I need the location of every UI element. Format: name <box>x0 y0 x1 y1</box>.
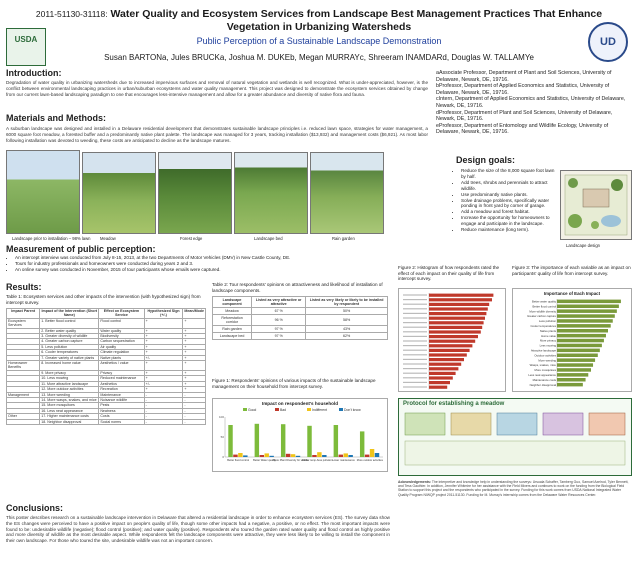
table-cell: - <box>183 392 206 397</box>
authors: Susan BARTONa, Jules BRUCKa, Joshua M. DUKEb, Megan MURRAYc, Shreeram INAMDARd, Douglas W. TALLAMYe <box>104 53 534 62</box>
table-cell: Maintenance <box>99 392 144 397</box>
bar <box>429 294 493 297</box>
chart-title: Impact on respondent's household <box>261 401 339 406</box>
goal-item: • Solve drainage problems, specifically water ponding in front yard by corner of garage. <box>461 198 556 210</box>
table-cell: Carbon sequestration <box>99 339 144 344</box>
table-cell: Management <box>7 392 40 397</box>
photo-landscape-bed <box>234 152 308 234</box>
category-label-placeholder <box>403 345 427 346</box>
photo-prior-installation <box>6 150 80 234</box>
table-cell: 97 % <box>252 333 306 340</box>
bar <box>312 455 316 457</box>
category-label: Home value <box>541 333 556 338</box>
bar <box>557 373 588 377</box>
table-cell: 50% <box>306 308 388 315</box>
table-cell: 13. More weeding <box>40 392 99 397</box>
table-cell: + <box>183 381 206 386</box>
category-label: More weeding <box>538 358 556 363</box>
caption-prior: Landscape prior to installation – 98% lawn <box>12 236 91 241</box>
design-goals-heading: Design goals: <box>456 155 516 165</box>
category-label: More wildlife diversity <box>529 309 556 314</box>
table2-grid <box>212 296 388 340</box>
bar <box>233 455 237 457</box>
goal-item: • Add trees, shrubs and perennials to attract wildlife. <box>461 180 556 192</box>
plan-drawing <box>561 171 631 239</box>
table-header-cell: Effect on Ecosystem Service <box>99 309 144 319</box>
category-label: Wasps, snakes, mice <box>529 363 556 368</box>
table-cell: 2. Better water quality <box>40 328 99 333</box>
category-label-placeholder <box>403 299 427 300</box>
goal-item: • Reduce maintenance (long term). <box>461 227 556 233</box>
table-cell: Flood control <box>99 318 144 328</box>
caption-landscape-bed: Landscape bed <box>254 236 283 241</box>
bar <box>296 456 300 457</box>
legend-swatch <box>243 408 247 411</box>
legend-swatch <box>339 408 343 411</box>
bar <box>429 326 482 329</box>
table-cell: Meadow <box>213 308 252 315</box>
bar <box>429 363 461 366</box>
table2-row <box>213 308 388 315</box>
bar <box>429 335 478 338</box>
table-cell: 16. Less neat appearance <box>40 408 99 413</box>
table-cell: + <box>183 370 206 375</box>
table-cell: - <box>183 397 206 402</box>
table-cell: Aesthetics / value <box>99 361 144 371</box>
photo-meadow <box>82 152 156 234</box>
bar <box>429 353 467 356</box>
table-cell: + <box>144 361 183 371</box>
fig1-caption: Figure 1: Respondents' opinions of various impacts of the sustainable landscape management on their household from intercept survey. <box>212 378 376 389</box>
bar <box>429 307 488 310</box>
table-cell: 17. Higher maintenance costs <box>40 414 99 419</box>
table-cell: + <box>144 370 183 375</box>
table-cell: + <box>144 339 183 344</box>
bar <box>429 340 475 343</box>
category-label-placeholder <box>403 331 427 332</box>
table-cell: + <box>183 361 206 371</box>
introduction-heading: Introduction: <box>6 68 62 78</box>
table-header-cell: Impact of the Intervention (Short Name) <box>41 309 98 318</box>
table-cell: Rain garden <box>213 326 252 333</box>
table-cell: Biodiversity <box>99 334 144 339</box>
category-label-placeholder <box>403 340 427 341</box>
bar <box>557 314 615 318</box>
bar <box>557 334 606 338</box>
table2-row <box>213 315 388 326</box>
bar <box>269 456 273 457</box>
table-cell: - <box>183 419 206 424</box>
measurement-heading: Measurement of public perception: <box>6 244 156 254</box>
figure3-chart <box>512 288 632 392</box>
category-label-placeholder <box>403 368 427 369</box>
table-cell: Neatness <box>99 408 144 413</box>
table-cell: + <box>183 387 206 392</box>
conclusions-text: This poster describes research on a sustainable landscape intervention in Delaware that altered a residential landscape in order to enhance ecosystem services (ES). The survey data show the ES changes were perceived to have a positive impact on people's quality of life, though some other impacts had a negative, a positive, or no effect. The most important impacts were found to be: undesirable wildlife (negative); flood control (positive); and water quality (positive). Respondents who toured the garden rated water quality and flood control as highly positive and more diversity of wildlife as the most desirable aspect. While respondents felt the landscape components were attractive, they were less likely to be willing to install the component in their own landscape. For those who toured the site, undesirable wildlife was not an important concern. <box>6 515 390 544</box>
chart-title: Importance of Each Impact <box>543 291 601 296</box>
legend-label: Good <box>248 408 257 412</box>
legend-swatch <box>275 408 279 411</box>
category-label-placeholder <box>403 313 427 314</box>
category-label-placeholder <box>403 308 427 309</box>
x-tick-label: More Plant Diversity for wildlife <box>273 459 309 462</box>
table-cell: + <box>144 376 183 381</box>
category-label-placeholder <box>403 363 427 364</box>
table-cell: Reforestation corridor <box>213 315 252 326</box>
table-cell: - <box>144 419 183 424</box>
acknowledgements <box>398 480 632 497</box>
table-cell: + <box>144 344 183 349</box>
table-cell: 18. Neighbor disapproval <box>40 419 99 424</box>
bar <box>375 453 379 457</box>
category-label-placeholder <box>403 327 427 328</box>
goal-item: • Add a meadow and forest habitat. <box>461 209 556 215</box>
table-cell: +/- <box>144 381 183 386</box>
category-label-placeholder <box>403 359 427 360</box>
table-cell: 1. Better flood control <box>40 318 99 328</box>
table-cell: 62% <box>306 333 388 340</box>
measurement-item: • An online survey was conducted in November, 2015 of tour participants whose emails were captured. <box>15 267 406 273</box>
protocol-title: Protocol for establishing a meadow <box>403 401 505 407</box>
category-label: Better water quality <box>532 299 556 304</box>
table-cell: 5. Less pollution <box>40 344 99 349</box>
bar <box>557 344 602 348</box>
protocol-diagram <box>399 409 631 471</box>
bar <box>243 455 247 457</box>
results-heading: Results: <box>6 282 42 292</box>
table-cell: 14. More wasps, snakes, and mice <box>40 397 99 402</box>
table-cell: - <box>144 408 183 413</box>
table-cell: - <box>183 414 206 419</box>
bar <box>429 330 481 333</box>
introduction-text: Degradation of water quality in urbanizing watersheds due to increased impervious surfaces and removal of natural vegetation and wetlands is well recognized. What is under-appreciated, however, is the conflict between environmental landscaping practices in urban/suburban ecosystems and water quality management. This project was designed to demonstrate the ecosystem services obtained by change from our current lawn-based landscaping paradigm to one that encourages less-intensive management and allow for a greater abundance and diversity of native flora and fauna. <box>6 80 428 97</box>
table-cell: 6. Cooler temperatures <box>40 350 99 355</box>
design-goals-list <box>452 168 556 233</box>
table-cell: Homeowner Benefits <box>7 361 40 371</box>
bar <box>557 300 621 304</box>
bar <box>228 425 232 457</box>
table-cell: Water quality <box>99 328 144 333</box>
bar <box>281 424 285 457</box>
table-cell: Other <box>7 414 40 419</box>
table-cell: - <box>183 403 206 408</box>
bar <box>348 455 352 457</box>
acknowledgements-text: The interpretive and knowledge help in understanding the surveys: Ursuala Schaffer, Tamberg Guo, Samuel Axelrod, Tyler Bennett, and Tess Gauthier. In addition, Jennifer Whitmire for her assistance with the Field Mixers and continues to work on the funding from the Biological Field Station to support this project and the respondents who participated in the survey. Funding for this work comes from USDA National Integrated Water Quality Program NIWQP project 2011-51130. Funding for M. Murray's internship comes from the Delaware Water Resources Center. <box>398 480 629 497</box>
category-label: Better flood control <box>532 304 556 309</box>
bar <box>322 455 326 457</box>
y-tick-label: 0 <box>222 455 224 459</box>
table-cell: 10. Less mowing <box>40 376 99 381</box>
materials-text: A suburban landscape was designed and installed in a Delaware residential development that demonstrates sustainable landscape principles i.e. reduced lawn space, strategies for water management, a 6000 square foot meadow, a forested buffer and a predominantly native plant palette. The landscape was managed for 3 years, tracking installation ($13,932) and management costs ($6,921). As most labor following installation was devoted to weeding, these costs are anticipated to decline as the landscape matures. <box>6 126 428 143</box>
bar <box>429 376 453 379</box>
table1-grid <box>6 308 206 425</box>
table-header-cell: Hypothesized Sign (+/-) <box>144 309 183 319</box>
legend-label: Don't know <box>344 408 361 412</box>
bar <box>557 354 598 358</box>
bar <box>334 425 338 457</box>
category-label: Less mowing <box>539 343 556 348</box>
bar <box>429 386 447 389</box>
table-cell: 4. Greater carbon capture <box>40 339 99 344</box>
conclusions-heading: Conclusions: <box>6 503 64 513</box>
table-header-cell: Landscape component <box>213 297 252 308</box>
table2-row <box>213 333 388 340</box>
legend-label: Bad <box>280 408 287 412</box>
table-header-cell: Listed as very attractive or attractive <box>252 297 306 308</box>
ud-logo-text: UD <box>600 36 616 48</box>
measurement-item: • Tours for industry professionals and homeowners were conducted during years 2 and 3. <box>15 261 406 267</box>
category-label-placeholder <box>403 294 427 295</box>
usda-logo-text: USDA <box>14 35 38 44</box>
bar <box>557 305 619 309</box>
bar <box>429 321 484 324</box>
bar <box>429 381 450 384</box>
table-cell: + <box>144 334 183 339</box>
caption-rain-garden: Rain garden <box>332 236 355 241</box>
bar <box>370 449 374 457</box>
table-cell: 3. Greater diversity of wildlife <box>40 334 99 339</box>
title-line-1: Water Quality and Ecosystem Services from Landscape Best Management Practices That Enhance <box>110 8 603 20</box>
table-cell: 15. More mosquitoes <box>40 403 99 408</box>
caption-forest-edge: Forest edge <box>180 236 203 241</box>
bar <box>557 363 593 367</box>
bar <box>557 368 591 372</box>
bar <box>255 424 259 457</box>
bar <box>429 303 489 306</box>
table-cell: - <box>144 403 183 408</box>
bar <box>260 455 264 457</box>
table-cell: Ecosystem Services <box>7 318 40 328</box>
table2-caption: Table 2: Tour respondents' opinions on attractiveness and likelihood of installation of landscape components. <box>212 282 383 293</box>
table-cell: 97 % <box>252 326 306 333</box>
table-cell: Native plants <box>99 355 144 360</box>
x-tick-label: Lower maintenance <box>332 459 355 462</box>
category-label-placeholder <box>403 377 427 378</box>
category-label-placeholder <box>403 317 427 318</box>
table-cell: + <box>183 376 206 381</box>
bar <box>557 378 586 382</box>
table-cell: +/- <box>144 355 183 360</box>
bar <box>557 329 608 333</box>
photo-rain-garden <box>310 152 384 234</box>
figure2-svg <box>399 289 505 391</box>
category-label: Cooler temperatures <box>530 324 556 328</box>
table-cell: - <box>144 397 183 402</box>
category-label-placeholder <box>403 354 427 355</box>
category-label-placeholder <box>403 386 427 387</box>
figure1-chart <box>212 398 388 472</box>
table-cell: 12. More outdoor activities <box>40 387 99 392</box>
table-header-cell: Impact Parent <box>7 309 40 319</box>
table-cell: - <box>144 392 183 397</box>
category-label: Less pollution <box>538 319 556 324</box>
category-label-placeholder <box>403 373 427 374</box>
category-label: Less neat appearance <box>528 373 556 377</box>
table-cell: 67 % <box>252 308 306 315</box>
table-cell: 43% <box>306 326 388 333</box>
bar <box>429 372 456 375</box>
poster-subtitle: Public Perception of a Sustainable Landscape Demonstration <box>196 36 442 46</box>
table-header-cell: Mean/Mode <box>183 309 206 319</box>
caption-meadow: Meadow <box>100 236 116 241</box>
goal-item: • Use predominantly native plants. <box>461 192 556 198</box>
bar <box>557 339 604 343</box>
table-header-cell: Listed as very likely or likely to be installed by respondent <box>306 297 388 308</box>
affiliation-c: cIntern, Department of Applied Economics and Statistics, University of Delaware, Newark, DE, 19716. <box>436 96 626 109</box>
table-cell: + <box>183 334 206 339</box>
table-cell: Air quality <box>99 344 144 349</box>
photo-forest-edge <box>158 152 232 234</box>
table-cell: + <box>183 339 206 344</box>
x-tick-label: Better Water quality <box>253 459 276 462</box>
bar <box>557 349 600 353</box>
affiliation-b: bProfessor, Department of Applied Economics and Statistics, University of Delaware, Newark, DE, 19716. <box>436 83 610 96</box>
title-line-2: Vegetation in Urbanizing Watersheds <box>226 21 412 33</box>
table-cell: + <box>144 328 183 333</box>
grant-code: 2011-51130-31118: <box>35 9 108 19</box>
table-cell: + <box>144 350 183 355</box>
goal-item: • Reduce the size of the 8,000 square foot lawn by half. <box>461 168 556 180</box>
table-cell: - <box>183 408 206 413</box>
bar <box>365 455 369 457</box>
table-cell: 58% <box>306 315 388 326</box>
affiliation-a: aAssociate Professor, Department of Plant and Soil Sciences, University of Delaware, Newark, DE, 19716. <box>436 70 612 83</box>
table-cell: 11. More attractive landscape <box>40 381 99 386</box>
affiliation-d: dProfessor, Department of Plant and Soil Sciences, University of Delaware, Newark, DE, 19716. <box>436 109 613 123</box>
bar <box>557 324 611 328</box>
bar <box>429 317 485 320</box>
bar <box>429 349 470 352</box>
table-cell: + <box>183 344 206 349</box>
bar <box>429 344 472 347</box>
affiliations <box>436 70 632 136</box>
table-cell: + <box>144 318 183 328</box>
legend-swatch <box>307 408 311 411</box>
table-cell: Climate regulation <box>99 350 144 355</box>
bar <box>344 453 348 457</box>
table-cell: + <box>183 328 206 333</box>
bar <box>238 453 242 457</box>
table-cell: Landscape bed <box>213 333 252 340</box>
table-cell: Social norms <box>99 419 144 424</box>
table-cell <box>7 419 40 424</box>
table-cell: Costs <box>99 414 144 419</box>
table-cell: 96 % <box>252 315 306 326</box>
category-label: Neighbor disapproval <box>529 382 556 387</box>
category-label-placeholder <box>403 336 427 337</box>
materials-heading: Materials and Methods: <box>6 113 107 123</box>
category-label-placeholder <box>403 322 427 323</box>
category-label: Outdoor activities <box>534 353 556 358</box>
category-label: Attractive landscape <box>530 348 556 353</box>
x-tick-label: More outdoor activities <box>356 459 383 462</box>
goal-item: • Increase the opportunity for homeowners to engage and participate in the landscape. <box>461 215 556 227</box>
category-label: Maintenance costs <box>532 377 556 382</box>
bar <box>557 358 595 362</box>
bar <box>291 454 295 457</box>
table2-row <box>213 326 388 333</box>
bar <box>339 455 343 457</box>
measurement-list <box>6 255 406 273</box>
landscape-design-plan <box>560 170 632 240</box>
measurement-item: • An intercept interview was conducted from July 8-15, 2013, at the two Departments of Motor Vehicles (DMV) in New Castle County, DE. <box>15 255 406 261</box>
category-label: Greater carbon capture <box>527 314 556 319</box>
bar <box>317 452 321 457</box>
bar <box>429 312 486 315</box>
fig2-caption: Figure 2: Histogram of how respondents rated the effect of each impact on their quality of life from intercept survey. <box>398 265 500 282</box>
bar <box>429 367 458 370</box>
category-label: More mosquitoes <box>534 368 556 373</box>
meadow-protocol <box>398 398 632 476</box>
table-cell: Pests <box>99 403 144 408</box>
table2 <box>212 296 388 340</box>
table-cell: + <box>183 350 206 355</box>
table-cell: Privacy <box>99 370 144 375</box>
figure3-svg <box>513 289 631 391</box>
fig3-caption: Figure 3: The importance of each variable as an impact on participants' quality of life from intercept survey. <box>512 265 631 276</box>
table-cell: Aesthetics <box>99 381 144 386</box>
acknowledgements-heading: Acknowledgements: <box>398 480 431 484</box>
table-cell: + <box>183 355 206 360</box>
legend-label: Indifferent <box>312 408 328 412</box>
plan-caption: Landscape design <box>566 243 600 248</box>
table-cell: 8. Increased home value <box>40 361 99 371</box>
table1-row <box>7 361 206 371</box>
category-label: Native plants <box>539 328 556 333</box>
table-cell: Reduced maintenance <box>99 376 144 381</box>
bar <box>557 383 583 387</box>
figure1-svg <box>213 399 387 471</box>
table-cell: Nuisance wildlife <box>99 397 144 402</box>
figure2-chart <box>398 288 506 392</box>
category-label-placeholder <box>403 350 427 351</box>
table1-row <box>7 318 206 328</box>
table1-caption: Table 1: Ecosystem services and other impacts of the intervention (with hypothesized sign) from intercept survey. <box>6 294 201 305</box>
bar <box>360 431 364 457</box>
bar <box>286 454 290 457</box>
table-cell: + <box>183 318 206 328</box>
y-tick-label: 100 <box>218 415 224 419</box>
table-cell: + <box>144 387 183 392</box>
category-label-placeholder <box>403 304 427 305</box>
x-tick-label: Cooler temp./less pollution <box>301 459 333 462</box>
x-tick-label: Better flood control <box>227 459 250 462</box>
table1 <box>6 308 206 425</box>
table-cell: Recreation <box>99 387 144 392</box>
bar <box>557 309 617 313</box>
bar <box>557 319 613 323</box>
bar <box>265 453 269 457</box>
table-cell: 9. More privacy <box>40 370 99 375</box>
table1-row <box>7 419 206 424</box>
bar <box>307 426 311 457</box>
category-label: More privacy <box>539 338 556 343</box>
bar <box>429 298 492 301</box>
bar <box>429 358 464 361</box>
table-cell: - <box>144 414 183 419</box>
table-cell: 7. Greater variety of native plants <box>40 355 99 360</box>
poster-title <box>0 8 638 34</box>
category-label-placeholder <box>403 382 427 383</box>
y-tick-label: 50 <box>220 435 224 439</box>
affiliation-e: eProfessor, Department of Entomology and Wildlife Ecology, University of Delaware, Newark, DE, 19716. <box>436 122 609 136</box>
